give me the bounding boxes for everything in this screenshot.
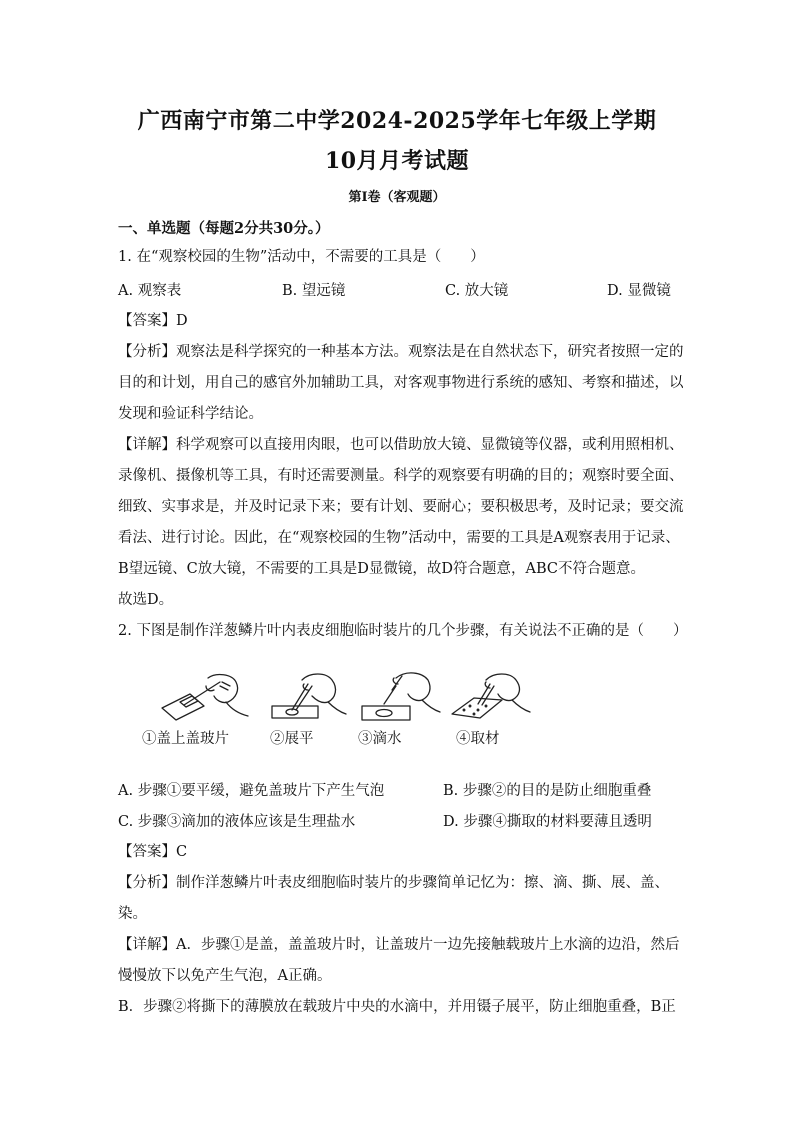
q1-detail-line: 看法、进行讨论。因此，在“观察校园的生物”活动中，需要的工具是A观察表用于记录、	[118, 530, 680, 546]
step2-illustration	[272, 674, 346, 718]
section-subtitle: 第Ⅰ卷（客观题）	[348, 190, 446, 205]
section-heading: 一、单选题（每题2分共30分。）	[118, 220, 330, 237]
q1-detail-line: 故选D。	[118, 592, 174, 608]
q2-option-a: A. 步骤①要平缓，避免盖玻片下产生气泡	[118, 783, 385, 799]
figure-caption-step4: ④取材	[456, 731, 500, 747]
step1-illustration	[162, 675, 248, 720]
step3-illustration	[362, 673, 440, 720]
step4-illustration	[452, 674, 530, 718]
q1-analysis-line: 发现和验证科学结论。	[118, 406, 263, 422]
q2-option-d: D. 步骤④撕取的材料要薄且透明	[443, 814, 652, 830]
q2-answer: 【答案】C	[118, 844, 188, 860]
q2-analysis-line: 染。	[118, 906, 147, 922]
q1-detail-line: B望远镜、C放大镜，不需要的工具是D显微镜，故D符合题意，ABC不符合题意。	[118, 561, 645, 577]
question-2-stem: 2. 下图是制作洋葱鳞片叶内表皮细胞临时装片的几个步骤，有关说法不正确的是（ ）	[118, 623, 688, 639]
q1-option-a: A. 观察表	[118, 283, 182, 299]
q1-analysis-line: 目的和计划，用自己的感官外加辅助工具，对客观事物进行系统的感知、考察和描述，以	[118, 375, 684, 391]
q1-answer: 【答案】D	[118, 313, 188, 329]
figure-caption-step2: ②展平	[270, 731, 314, 747]
q1-analysis-line: 【分析】观察法是科学探究的一种基本方法。观察法是在自然状态下，研究者按照一定的	[118, 344, 684, 360]
document-title: 广西南宁市第二中学2024-2025学年七年级上学期	[137, 108, 657, 134]
question-1-stem: 1. 在“观察校园的生物”活动中，不需要的工具是（ ）	[118, 249, 485, 265]
q2-analysis-line: 【分析】制作洋葱鳞片叶表皮细胞临时装片的步骤简单记忆为：擦、滴、撕、展、盖、	[118, 875, 669, 891]
q2-detail-line: 【详解】A．步骤①是盖，盖盖玻片时，让盖玻片一边先接触载玻片上水滴的边沿，然后	[118, 937, 680, 953]
document-title-line2: 10月月考试题	[324, 148, 470, 174]
q1-option-d: D. 显微镜	[607, 283, 671, 299]
q2-option-b: B. 步骤②的目的是防止细胞重叠	[443, 783, 652, 799]
q1-option-b: B. 望远镜	[282, 283, 346, 299]
figure-caption-step3: ③滴水	[358, 731, 402, 747]
q2-detail-line: 慢慢放下以免产生气泡，A正确。	[118, 968, 332, 984]
q2-detail-line: B．步骤②将撕下的薄膜放在载玻片中央的水滴中，并用镊子展平，防止细胞重叠，B正	[118, 999, 676, 1015]
q1-detail-line: 录像机、摄像机等工具，有时还需要测量。科学的观察要有明确的目的；观察时要全面、	[118, 468, 684, 484]
q1-option-c: C. 放大镜	[445, 283, 509, 299]
q1-detail-line: 细致、实事求是，并及时记录下来；要有计划、要耐心；要积极思考，及时记录；要交流	[118, 499, 684, 515]
q2-option-c: C. 步骤③滴加的液体应该是生理盐水	[118, 814, 356, 830]
figure-caption-step1: ①盖上盖玻片	[142, 731, 229, 747]
q1-detail-line: 【详解】科学观察可以直接用肉眼，也可以借助放大镜、显微镜等仪器，或利用照相机、	[118, 437, 684, 453]
